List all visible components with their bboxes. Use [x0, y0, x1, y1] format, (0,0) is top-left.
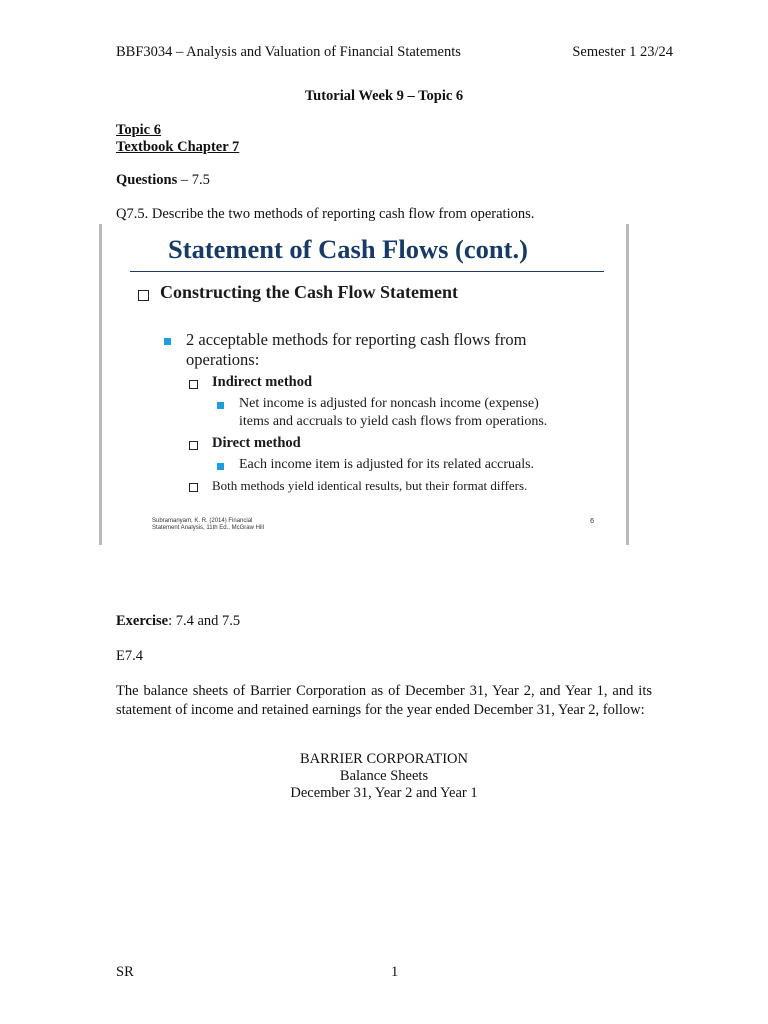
- exercise-value: : 7.4 and 7.5: [168, 613, 241, 629]
- blue-bullet-icon: [217, 463, 224, 470]
- exercise-paragraph: The balance sheets of Barrier Corporation as of December 31, Year 2, and Year 1, and its statement of income and retained earnings for the year ended December 31, Year 2, follow:: [116, 683, 652, 718]
- blue-bullet-icon: [217, 402, 224, 409]
- lecture-slide-image: [99, 224, 629, 545]
- questions-line: [116, 172, 210, 189]
- semester-header: Semester 1 23/24: [572, 44, 673, 60]
- company-name: BARRIER CORPORATION: [300, 751, 468, 767]
- slide-citation-line2: Statement Analysis, 11th Ed., McGraw Hill: [152, 525, 264, 531]
- exercise-e74-label: E7.4: [116, 648, 143, 664]
- slide-title: Statement of Cash Flows (cont.): [168, 234, 528, 264]
- exercise-line: [116, 613, 240, 630]
- slide-page-number: 6: [590, 518, 594, 525]
- statement-name: Balance Sheets: [339, 768, 429, 784]
- slide-heading: Constructing the Cash Flow Statement: [160, 282, 458, 302]
- slide-direct-label: Direct method: [212, 435, 301, 451]
- chapter-heading: Textbook Chapter 7: [116, 139, 240, 155]
- slide-indirect-line2: items and accruals to yield cash flows from operations.: [239, 414, 548, 429]
- topic-heading: Topic 6: [116, 122, 161, 138]
- statement-date: December 31, Year 2 and Year 1: [290, 785, 478, 801]
- square-bullet-icon: [189, 441, 198, 450]
- slide-both-methods: Both methods yield identical results, but their format differs.: [212, 478, 528, 493]
- questions-label: Questions: [116, 172, 178, 188]
- blue-bullet-icon: [164, 338, 171, 345]
- question-7-5: Q7.5. Describe the two methods of reporting cash flow from operations.: [116, 206, 535, 222]
- footer-initials: SR: [116, 964, 134, 980]
- questions-value: – 7.5: [177, 172, 210, 188]
- exercise-label: Exercise: [116, 613, 169, 629]
- slide-indirect-label: Indirect method: [212, 374, 313, 390]
- square-bullet-icon: [138, 290, 149, 301]
- slide-citation-line1: Subramanyam, K. R. (2014) Financial: [152, 518, 253, 524]
- slide-main-line2: operations:: [186, 350, 260, 369]
- footer-page-number: 1: [391, 964, 399, 980]
- square-bullet-icon: [189, 380, 198, 389]
- slide-main-line1: 2 acceptable methods for reporting cash flows from: [186, 330, 527, 349]
- slide-title-rule: [130, 271, 604, 272]
- slide-citation: [152, 518, 264, 532]
- page-title: Tutorial Week 9 – Topic 6: [304, 88, 464, 104]
- slide-direct-line1: Each income item is adjusted for its related accruals.: [239, 457, 535, 472]
- course-header: BBF3034 – Analysis and Valuation of Financial Statements: [116, 44, 461, 60]
- slide-indirect-line1: Net income is adjusted for noncash income (expense): [239, 396, 539, 411]
- square-bullet-icon: [189, 483, 198, 492]
